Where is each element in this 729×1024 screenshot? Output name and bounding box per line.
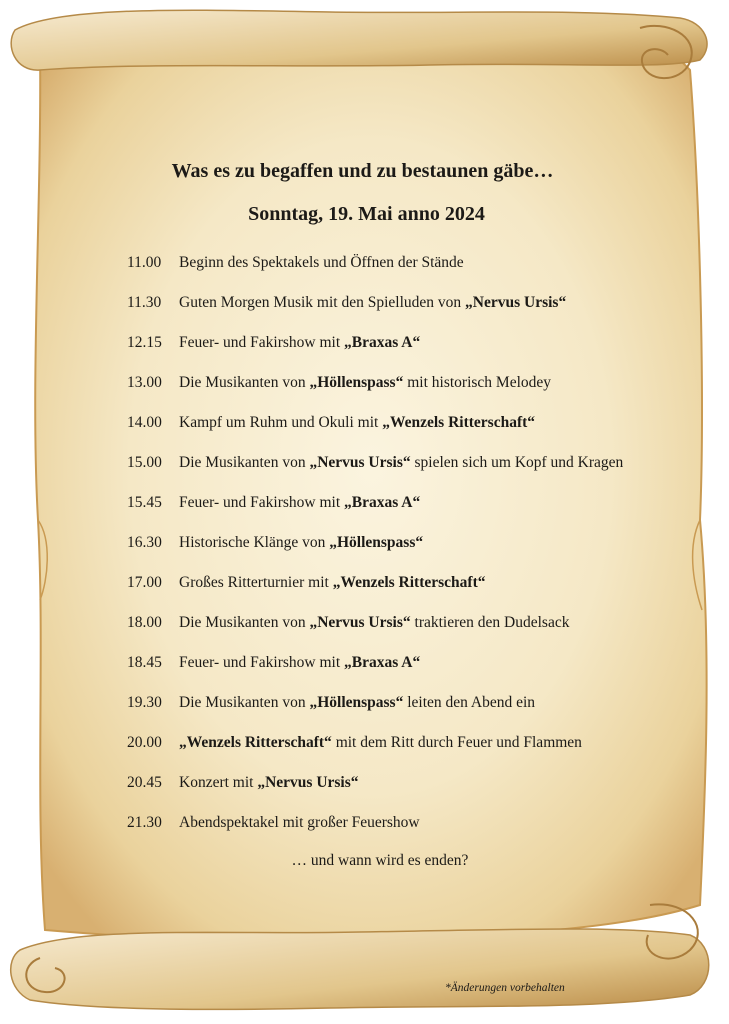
schedule-text-before: Feuer- und Fakirshow mit bbox=[179, 494, 345, 511]
schedule-time: 20.00 bbox=[127, 734, 162, 751]
schedule-time: 18.00 bbox=[127, 614, 162, 631]
schedule-item bbox=[127, 494, 420, 512]
schedule-text-bold: „Braxas A“ bbox=[344, 494, 421, 511]
schedule-text-bold: „Braxas A“ bbox=[344, 334, 421, 351]
schedule-text-bold: „Höllenspass“ bbox=[309, 694, 404, 711]
schedule-time: 21.30 bbox=[127, 814, 162, 831]
schedule-item bbox=[127, 614, 569, 632]
schedule-text-before: Die Musikanten von bbox=[179, 694, 310, 711]
schedule-time: 20.45 bbox=[127, 774, 162, 791]
schedule-item bbox=[127, 254, 464, 272]
schedule-item bbox=[127, 574, 486, 592]
schedule-item bbox=[127, 654, 420, 672]
schedule-item bbox=[127, 454, 623, 472]
schedule-text-bold: „Nervus Ursis“ bbox=[309, 614, 411, 631]
schedule-text-before: Konzert mit bbox=[179, 774, 258, 791]
schedule-text-bold: „Nervus Ursis“ bbox=[309, 454, 411, 471]
schedule-time: 14.00 bbox=[127, 414, 162, 431]
schedule-text-bold: „Wenzels Ritterschaft“ bbox=[332, 574, 486, 591]
schedule-text-before: Großes Ritterturnier mit bbox=[179, 574, 333, 591]
event-date: Sonntag, 19. Mai anno 2024 bbox=[248, 203, 485, 225]
schedule-text-bold: „Braxas A“ bbox=[344, 654, 421, 671]
schedule-item bbox=[127, 814, 420, 832]
schedule-time: 13.00 bbox=[127, 374, 162, 391]
schedule-text-bold: „Höllenspass“ bbox=[329, 534, 424, 551]
closing-line: … und wann wird es enden? bbox=[291, 852, 469, 869]
schedule-time: 15.00 bbox=[127, 454, 162, 471]
schedule-text-before: Die Musikanten von bbox=[179, 614, 310, 631]
schedule-text-before: Die Musikanten von bbox=[179, 374, 310, 391]
schedule-time: 11.30 bbox=[127, 294, 162, 311]
schedule-text-after: spielen sich um Kopf und Kragen bbox=[410, 454, 624, 471]
schedule-text-after: leiten den Abend ein bbox=[403, 694, 536, 711]
schedule-time: 18.45 bbox=[127, 654, 162, 671]
schedule-item bbox=[127, 534, 423, 552]
schedule-text-before: Guten Morgen Musik mit den Spielluden von bbox=[179, 294, 466, 311]
schedule-text-before: Feuer- und Fakirshow mit bbox=[179, 334, 345, 351]
schedule-item bbox=[127, 774, 359, 792]
schedule-text-before: Die Musikanten von bbox=[179, 454, 310, 471]
schedule-text-bold: „Höllenspass“ bbox=[309, 374, 404, 391]
schedule-item bbox=[127, 414, 535, 432]
schedule-time: 11.00 bbox=[127, 254, 162, 271]
schedule-text-bold: „Nervus Ursis“ bbox=[465, 294, 567, 311]
schedule-time: 12.15 bbox=[127, 334, 162, 351]
schedule-time: 19.30 bbox=[127, 694, 162, 711]
schedule-time: 15.45 bbox=[127, 494, 162, 511]
page-title: Was es zu begaffen und zu bestaunen gäbe… bbox=[171, 160, 554, 182]
schedule-item bbox=[127, 374, 551, 392]
schedule-item bbox=[127, 294, 566, 312]
schedule-text-bold: „Wenzels Ritterschaft“ bbox=[179, 734, 332, 751]
schedule-item bbox=[127, 734, 582, 752]
schedule-text-before: Kampf um Ruhm und Okuli mit bbox=[179, 414, 383, 431]
schedule-text-bold: „Nervus Ursis“ bbox=[257, 774, 359, 791]
schedule-time: 16.30 bbox=[127, 534, 162, 551]
changes-reserved-note: *Änderungen vorbehalten bbox=[445, 982, 565, 994]
schedule-text-after: mit historisch Melodey bbox=[403, 374, 552, 391]
schedule-item bbox=[127, 694, 535, 712]
schedule-text-before: Historische Klänge von bbox=[179, 534, 330, 551]
schedule-item bbox=[127, 334, 420, 352]
schedule-text-before: Feuer- und Fakirshow mit bbox=[179, 654, 345, 671]
schedule-text-after: mit dem Ritt durch Feuer und Flammen bbox=[331, 734, 582, 751]
schedule-text-bold: „Wenzels Ritterschaft“ bbox=[382, 414, 536, 431]
schedule-text-before: Abendspektakel mit großer Feuershow bbox=[179, 814, 420, 831]
schedule-time: 17.00 bbox=[127, 574, 162, 591]
schedule-text-after: traktieren den Dudelsack bbox=[410, 614, 570, 631]
schedule-text-before: Beginn des Spektakels und Öffnen der Stände bbox=[179, 254, 464, 271]
